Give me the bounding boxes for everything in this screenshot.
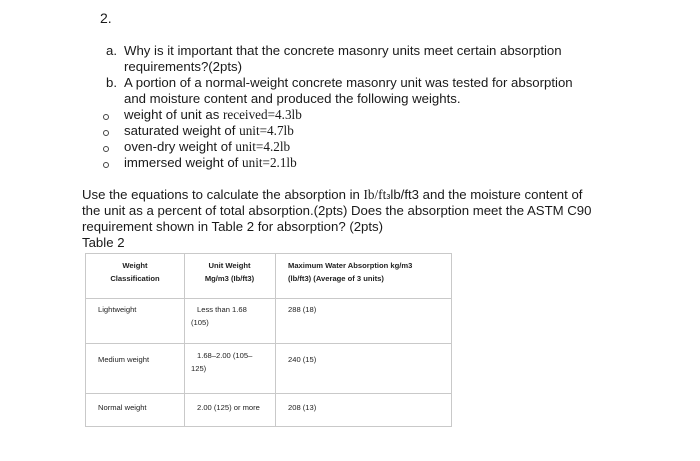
header-max-absorption bbox=[276, 254, 452, 299]
cell-classification: Medium weight bbox=[86, 344, 185, 394]
weight-label: weight of unit as bbox=[124, 107, 223, 122]
cell-absorption: 208 (13) bbox=[276, 394, 452, 427]
cell-classification: Lightweight bbox=[86, 299, 185, 344]
instructions-subscript: з bbox=[386, 191, 391, 201]
instructions-line3: requirement shown in Table 2 for absorption? (2pts) bbox=[82, 219, 384, 234]
table-row bbox=[86, 344, 452, 394]
header-weight-classification bbox=[86, 254, 185, 299]
header-text: Weight bbox=[122, 261, 148, 270]
cell-text: 1.68–2.00 (105– bbox=[197, 351, 253, 360]
weight-value: received=4.3lb bbox=[222, 107, 302, 122]
header-unit-weight bbox=[185, 254, 276, 299]
weight-value: unit=4.2lb bbox=[235, 139, 291, 154]
weight-label: oven-dry weight of bbox=[124, 139, 236, 154]
part-b-line1: A portion of a normal-weight concrete masonry unit was tested for absorption bbox=[124, 75, 573, 90]
table-row bbox=[86, 394, 452, 427]
list-item bbox=[124, 139, 290, 155]
table-header-row bbox=[86, 254, 452, 299]
header-text: Mg/m3 (Ib/ft3) bbox=[204, 274, 255, 283]
weight-label: saturated weight of bbox=[124, 123, 240, 138]
bullet-icon bbox=[103, 130, 109, 136]
instructions-line1 bbox=[82, 187, 582, 204]
cell-text: Less than 1.68 bbox=[197, 305, 247, 314]
cell-classification: Normal weight bbox=[86, 394, 185, 427]
cell-unit-weight bbox=[185, 344, 276, 394]
cell-text: (105) bbox=[191, 318, 209, 327]
part-a-line1: Why is it important that the concrete masonry units meet certain absorption bbox=[124, 43, 562, 58]
list-item bbox=[124, 155, 297, 171]
header-text: Classification bbox=[110, 274, 160, 283]
part-b-label: b. bbox=[106, 75, 117, 90]
header-text: Unit Weight bbox=[208, 261, 251, 270]
weight-value: unit=4.7lb bbox=[239, 123, 294, 138]
table-caption: Table 2 bbox=[82, 235, 125, 250]
part-a-label: a. bbox=[106, 43, 117, 58]
part-a-line2: requirements?(2pts) bbox=[124, 59, 243, 74]
instructions-text-rest: lb/ft3 and the moisture content of bbox=[390, 187, 583, 202]
list-item bbox=[124, 123, 294, 139]
cell-unit-weight bbox=[185, 299, 276, 344]
weight-value: unit=2.1lb bbox=[242, 155, 297, 170]
cell-unit-weight bbox=[185, 394, 276, 427]
instructions-line2: the unit as a percent of total absorption.(2pts) Does the absorption meet the ASTM C90 bbox=[82, 203, 592, 218]
weight-label: immersed weight of bbox=[124, 155, 242, 170]
cell-text: 125) bbox=[191, 364, 207, 373]
cell-absorption: 240 (15) bbox=[276, 344, 452, 394]
header-text: (lb/ft3) (Average of 3 units) bbox=[288, 274, 384, 283]
list-item bbox=[124, 107, 302, 123]
cell-text: 2.00 (125) or more bbox=[197, 403, 260, 412]
question-number: 2. bbox=[100, 10, 112, 26]
bullet-icon bbox=[103, 146, 109, 152]
table-row bbox=[86, 299, 452, 344]
header-text: Maximum Water Absorption kg/m3 bbox=[288, 261, 413, 270]
instructions-unit: Ib/ft bbox=[363, 187, 387, 202]
cell-absorption: 288 (18) bbox=[276, 299, 452, 344]
bullet-icon bbox=[103, 162, 109, 168]
part-b-line2: and moisture content and produced the following weights. bbox=[124, 91, 461, 106]
absorption-table bbox=[85, 253, 452, 427]
bullet-icon bbox=[103, 114, 109, 120]
instructions-text: Use the equations to calculate the absorption in bbox=[82, 187, 364, 202]
